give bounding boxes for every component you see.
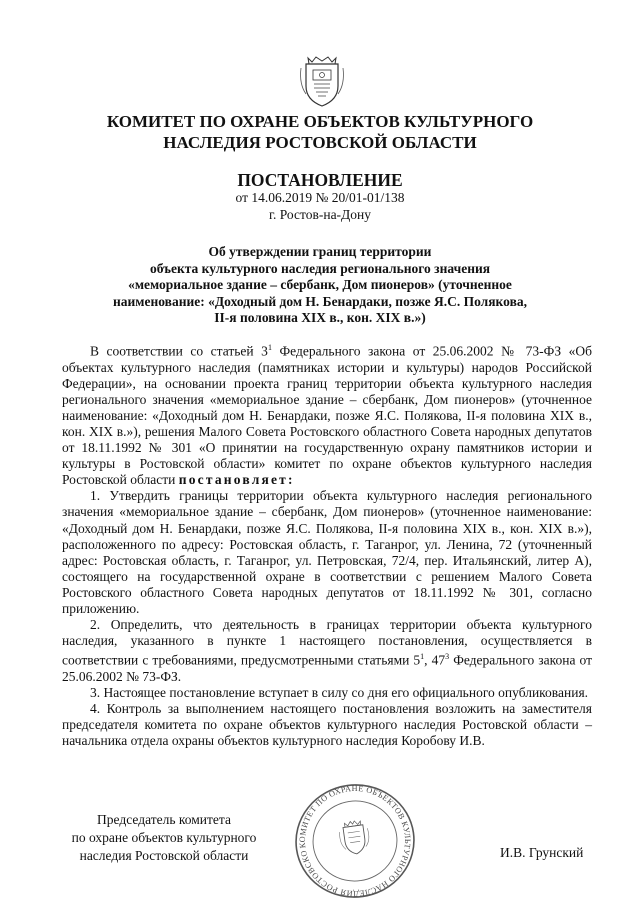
item2-text-a: 2. Определить, что деятельность в границах территории объекта культурного наследия, указанного в пункте 1 настоящего постановления, осуществляется в соответствии с требованиями, предусмотренными статьями 5: [62, 617, 592, 668]
subject-line: «мемориальное здание – сбербанк, Дом пионеров» (уточненное: [128, 277, 512, 293]
item-paragraph-4: 4. Контроль за выполнением настоящего постановления возложить на заместителя председателя комитета по охране объектов культурного наследия Ростовской области – начальника отдела охраны объектов культурного наследия Коробову И.В.: [62, 701, 592, 749]
subject-line: объекта культурного наследия регионального значения: [149, 260, 491, 276]
superscript: 1: [420, 652, 425, 662]
organization-name-line1: КОМИТЕТ ПО ОХРАНЕ ОБЪЕКТОВ КУЛЬТУРНОГО: [106, 112, 534, 131]
official-seal-stamp: [291, 782, 419, 900]
organization-name-line2: НАСЛЕДИЯ РОСТОВСКОЙ ОБЛАСТИ: [163, 133, 477, 152]
document-meta: [0, 189, 640, 223]
signatory-title-line3: наследия Ростовской области: [79, 848, 249, 863]
document-subject: [70, 244, 570, 327]
coat-of-arms-emblem: [298, 54, 346, 108]
signatory-name: И.В. Грунский: [500, 845, 584, 860]
superscript: 1: [267, 343, 272, 352]
item2-text-b: , 47: [424, 652, 446, 668]
item-paragraph-2: [62, 617, 592, 685]
item-paragraph-3: 3. Настоящее постановление вступает в силу со дня его официального опубликования.: [90, 684, 589, 700]
item2-text-c: Федерального закона от 25.06.2002 № 73-ФЗ.: [62, 652, 593, 684]
document-type: ПОСТАНОВЛЕНИЕ: [237, 170, 403, 190]
subject-line: II-я половина XIX в., кон. XIX в.»): [214, 310, 426, 326]
subject-line: Об утверждении границ территории: [208, 244, 432, 259]
subject-line: наименование: «Доходный дом Н. Бенардаки, позже Я.С. Полякова,: [113, 293, 527, 309]
signatory-title-line1: Председатель комитета: [97, 812, 231, 827]
document-city: г. Ростов-на-Дону: [268, 207, 371, 222]
document-date-number: от 14.06.2019 № 20/01-01/138: [235, 190, 405, 205]
decree-word: постановляет:: [178, 472, 295, 488]
preamble-text-b: Федерального закона от 25.06.2002 № 73-ФЗ «Об объектах культурного наследия (памятниках истории и культуры) народов Российской Федерации», на основании проекта границ территории объекта культурного наследия регионального значения «мемориальное здание – сбербанк, Дом пионеров» (уточненное наименование: «Доходный дом Н. Бенардаки, позже Я.С. Полякова, II-я половина XIX в., кон. XIX в.»), решения Малого Совета Ростовского областного Совета народных депутатов от 18.11.1992 № 301 «О принятии на государственную охрану памятников истории и культуры в Ростовской области» комитет по охране объектов культурного наследия Ростовской области: [62, 343, 592, 488]
signatory-title-line2: по охране объектов культурного: [71, 830, 257, 845]
signatory-title: [54, 811, 274, 865]
svg-text:КОМИТЕТ ПО ОХРАНЕ ОБЪЕКТОВ КУЛ: КОМИТЕТ ПО ОХРАНЕ ОБЪЕКТОВ КУЛЬТУРНОГО НАСЛЕДИЯ РОСТОВСКОЙ: [297, 783, 413, 899]
superscript: 3: [445, 652, 450, 662]
item-paragraph-1: 1. Утвердить границы территории объекта культурного наследия регионального значения «мемориальное здание – сбербанк, Дом пионеров» (уточненное наименование: «Доходный дом Н. Бенардаки, позже Я.С. Полякова, II-я половина XIX в., кон. XIX в.»), расположенного по адресу: Ростовская область, г. Таганрог, ул. Ленина, 72 (уточненный адрес: Ростовская область, г. Таганрог, ул. Петровская, 72/4, пер. Итальянский, литер А), состоящего на государственной охране в соответствии с решением Малого Совета Ростовского областного Совета народных депутатов от 18.11.1992 № 301, согласно приложению.: [62, 488, 592, 616]
preamble-text-a: В соответствии со статьей 3: [90, 343, 268, 359]
document-body: [62, 340, 592, 749]
preamble-paragraph: [62, 340, 592, 488]
organization-name: [0, 111, 640, 153]
